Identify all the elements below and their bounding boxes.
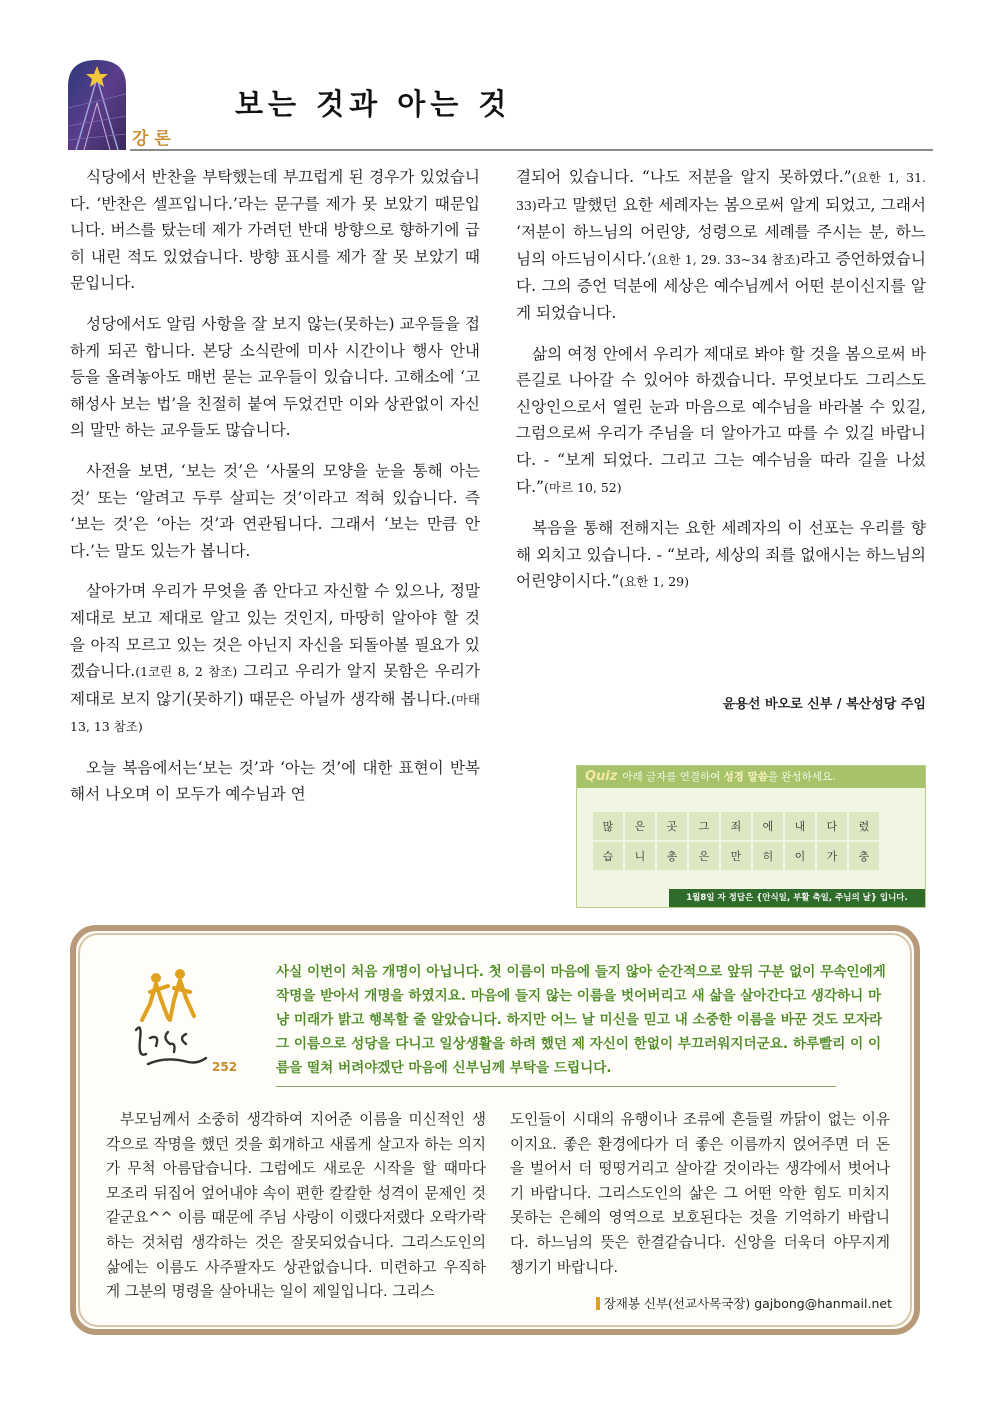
- paragraph: 오늘 복음에서는‘보는 것’과 ‘아는 것’에 대한 표현이 반복해서 나오며 이 모두가 예수님과 연: [70, 758, 480, 804]
- stained-glass-image: [66, 58, 128, 150]
- quiz-box: [576, 765, 926, 908]
- paragraph: 사전을 보면, ‘보는 것’은 ‘사물의 모양을 눈을 통해 아는 것’ 또는 ‘알려고 두루 살피는 것’이라고 적혀 있습니다. 즉 ‘보는 것’은 ‘아는 것’과 연관됩니다. 그래서 ‘보는 만큼 안다.’는 말도 있는가 봅니다.: [70, 461, 480, 560]
- quiz-cell[interactable]: 많: [592, 811, 624, 841]
- quiz-letter-grid: [591, 810, 881, 872]
- quiz-cell[interactable]: 에: [752, 811, 784, 841]
- page-title: 보는 것과 아는 것: [235, 87, 512, 121]
- scripture-reference: (요한 1, 29): [619, 574, 689, 590]
- scripture-reference: (1코린 8, 2 참조): [135, 664, 238, 680]
- paragraph-text: 삶의 여정 안에서 우리가 제대로 봐야 할 것을 봄으로써 바른길로 나아갈 수 있어야 하겠습니다. 무엇보다도 그리스도 신앙인으로서 열린 눈과 마음으로 예수님을 바라볼 수 있길, 그럼으로써 우리가 주님을 더 알아가고 따를 수 있길 바랍니다. - “보게 되었다. 그리고 그는 예수님을 따라 길을 나섰다.”: [516, 344, 926, 496]
- quiz-cell[interactable]: 습: [592, 841, 624, 871]
- paragraph-text: 살아가며 우리가 무엇을 좀 안다고 자신할 수 있으나, 정말 제대로 보고 제대로 알고 있는 것인지, 마땅히 알아야 할 것을 아직 모르고 있는 것은 아닌지 자신을 되돌아볼 필요가 있겠습니다.: [70, 582, 480, 681]
- paragraph-text: 복음을 통해 전해지는 요한 세례자의 이 선포는 우리를 향해 외치고 있습니다. - “보라, 세상의 죄를 없애시는 하느님의 어린양이시다.”: [516, 519, 926, 591]
- paragraph: 성당에서도 알림 사항을 잘 보지 않는(못하는) 교우들을 접하게 되곤 합니다. 본당 소식란에 미사 시간이나 행사 안내 등을 올려놓아도 매번 묻는 교우들이 있습니다. 고해소에 ‘고해성사 보는 법’을 친절히 붙여 두었건만 이와 상관없이 자신의 말만 하는 교우들도 많습니다.: [70, 314, 480, 440]
- quiz-cell[interactable]: 곳: [656, 811, 688, 841]
- quiz-cell[interactable]: 다: [816, 811, 848, 841]
- quiz-cell[interactable]: 총: [656, 841, 688, 871]
- article-right-column: [516, 164, 926, 610]
- paragraph: [70, 578, 480, 741]
- author-byline: 윤용선 바오로 신부 / 복산성당 주임: [722, 697, 926, 712]
- quiz-instruction-highlight: 성경 말씀: [723, 771, 768, 783]
- paragraph-text: 라고 말했던 요한 세례자는 봄으로써 알게 되었고, 그래서 ‘저분이 하느님의 어린양, 성령으로 세례를 주시는 분, 하느님의 아드님이시다.’: [516, 195, 926, 268]
- paragraph: [516, 164, 926, 327]
- quiz-cell[interactable]: 죄: [720, 811, 752, 841]
- quiz-answer-note: 1월8일 자 정답은 {안식일, 부활 축일, 주님의 날} 입니다.: [669, 889, 925, 907]
- quiz-cell[interactable]: 만: [720, 841, 752, 871]
- scripture-reference: (마르 10, 52): [544, 479, 622, 495]
- quiz-cell[interactable]: 이: [784, 841, 816, 871]
- quiz-cell[interactable]: 렸: [848, 811, 880, 841]
- quiz-cell[interactable]: 니: [624, 841, 656, 871]
- quiz-cell[interactable]: 그: [688, 811, 720, 841]
- quiz-logo: Quiz: [585, 769, 618, 784]
- header-divider: [130, 149, 933, 151]
- paragraph-text: 그리고 우리가 알지 못함은 우리가 제대로 보지 않기(못하기) 때문은 아닐까 생각해 봅니다.: [70, 662, 480, 708]
- paragraph-text: 라고 증언하였습니다. 그의 증언 덕분에 세상은 예수님께서 어떤 분이신지를 알게 되었습니다.: [516, 249, 926, 322]
- quiz-cell[interactable]: 은: [624, 811, 656, 841]
- quiz-cell[interactable]: 내: [784, 811, 816, 841]
- quiz-cell[interactable]: 충: [848, 841, 880, 871]
- section-label: 강론: [132, 129, 177, 149]
- paragraph: 식당에서 반찬을 부탁했는데 부끄럽게 된 경우가 있었습니다. ‘반찬은 셀프입니다.’라는 문구를 제가 못 보았기 때문입니다. 버스를 탔는데 제가 가려던 반대 방향으로 향하기에 급히 내린 적도 있었습니다. 방향 표시를 제가 잘 못 보았기 때문입니다.: [70, 168, 480, 293]
- answer-paragraph: 도인들이 시대의 유행이나 조류에 흔들릴 까닭이 없는 이유이지요. 좋은 환경에다가 더 좋은 이름까지 얹어주면 더 돈을 벌어서 더 떵떵거리고 살아갈 것이라는 생각에서 벗어나기 바랍니다. 그리스도인의 삶은 그 어떤 악한 힘도 미치지 못하는 은혜의 영역으로 보호된다는 것을 기억하기 바랍니다. 하느님의 뜻은 한결같습니다. 신앙을 더욱더 야무지게 챙기기 바랍니다.: [510, 1111, 890, 1276]
- scripture-reference: (요한 1, 31. 33): [516, 170, 926, 213]
- answer-right-column: [510, 1108, 890, 1280]
- quiz-row: [592, 841, 880, 871]
- signature-text: 장재봉 신부(선교사목국장) gajbong@hanmail.net: [603, 1296, 892, 1311]
- quiz-cell[interactable]: 은: [688, 841, 720, 871]
- scripture-reference: (마태 13, 13 참조): [70, 691, 480, 735]
- paragraph: [516, 515, 926, 596]
- quiz-cell[interactable]: 히: [752, 841, 784, 871]
- reader-letter: 사실 이번이 처음 개명이 아닙니다. 첫 이름이 마음에 들지 않아 순간적으로 앞뒤 구분 없이 무속인에게 작명을 받아서 개명을 하였지요. 마음에 들지 않는 이름을 벗어버리고 새 삶을 살아간다고 생각하니 마냥 미래가 밝고 행복할 줄 알았습니다. 하지만 어느 날 미신을 믿고 내 소중한 이름을 바꾼 것도 모자라 그 이름으로 성당을 다니고 일상생활을 하려 했던 제 자신이 한없이 부끄러워지더군요. 하루빨리 이 이름을 떨쳐 버려야겠단 마음에 신부님께 부탁을 드립니다.: [276, 964, 886, 1076]
- quiz-instruction: 을 완성하세요.: [767, 771, 836, 783]
- article-left-column: [70, 164, 480, 822]
- quiz-cell[interactable]: 가: [816, 841, 848, 871]
- quiz-header: [577, 766, 925, 788]
- quiz-instruction: 아래 글자를 연결하여: [622, 771, 724, 783]
- paragraph: [516, 341, 926, 502]
- answer-signature: [510, 1294, 892, 1312]
- letter-underline: [276, 1086, 836, 1087]
- quiz-row: [592, 811, 880, 841]
- paragraph-text: 결되어 있습니다. “나도 저분을 알지 못하였다.”: [516, 168, 852, 186]
- column-number: 252: [212, 1060, 238, 1074]
- signature-marker: [596, 1297, 600, 1310]
- scripture-reference: (요한 1, 29. 33~34 참조): [651, 251, 801, 267]
- answer-left-column: [106, 1108, 486, 1305]
- answer-paragraph: 부모님께서 소중히 생각하여 지어준 이름을 미신적인 생각으로 작명을 했던 것을 회개하고 새롭게 살고자 하는 의지가 무척 아름답습니다. 그럼에도 새로운 시작을 할 때마다 모조리 뒤집어 엎어내야 속이 편한 칼칼한 성격이 문제인 것 같군요^^ 이름 때문에 주님 사랑이 이랬다저랬다 오락가락하는 것처럼 생각하는 것은 잘못되었습니다. 그리스도인의 삶에는 이름도 사주팔자도 상관없습니다. 미련하고 우직하게 그분의 명령을 살아내는 일이 제일입니다. 그리스: [106, 1111, 486, 1301]
